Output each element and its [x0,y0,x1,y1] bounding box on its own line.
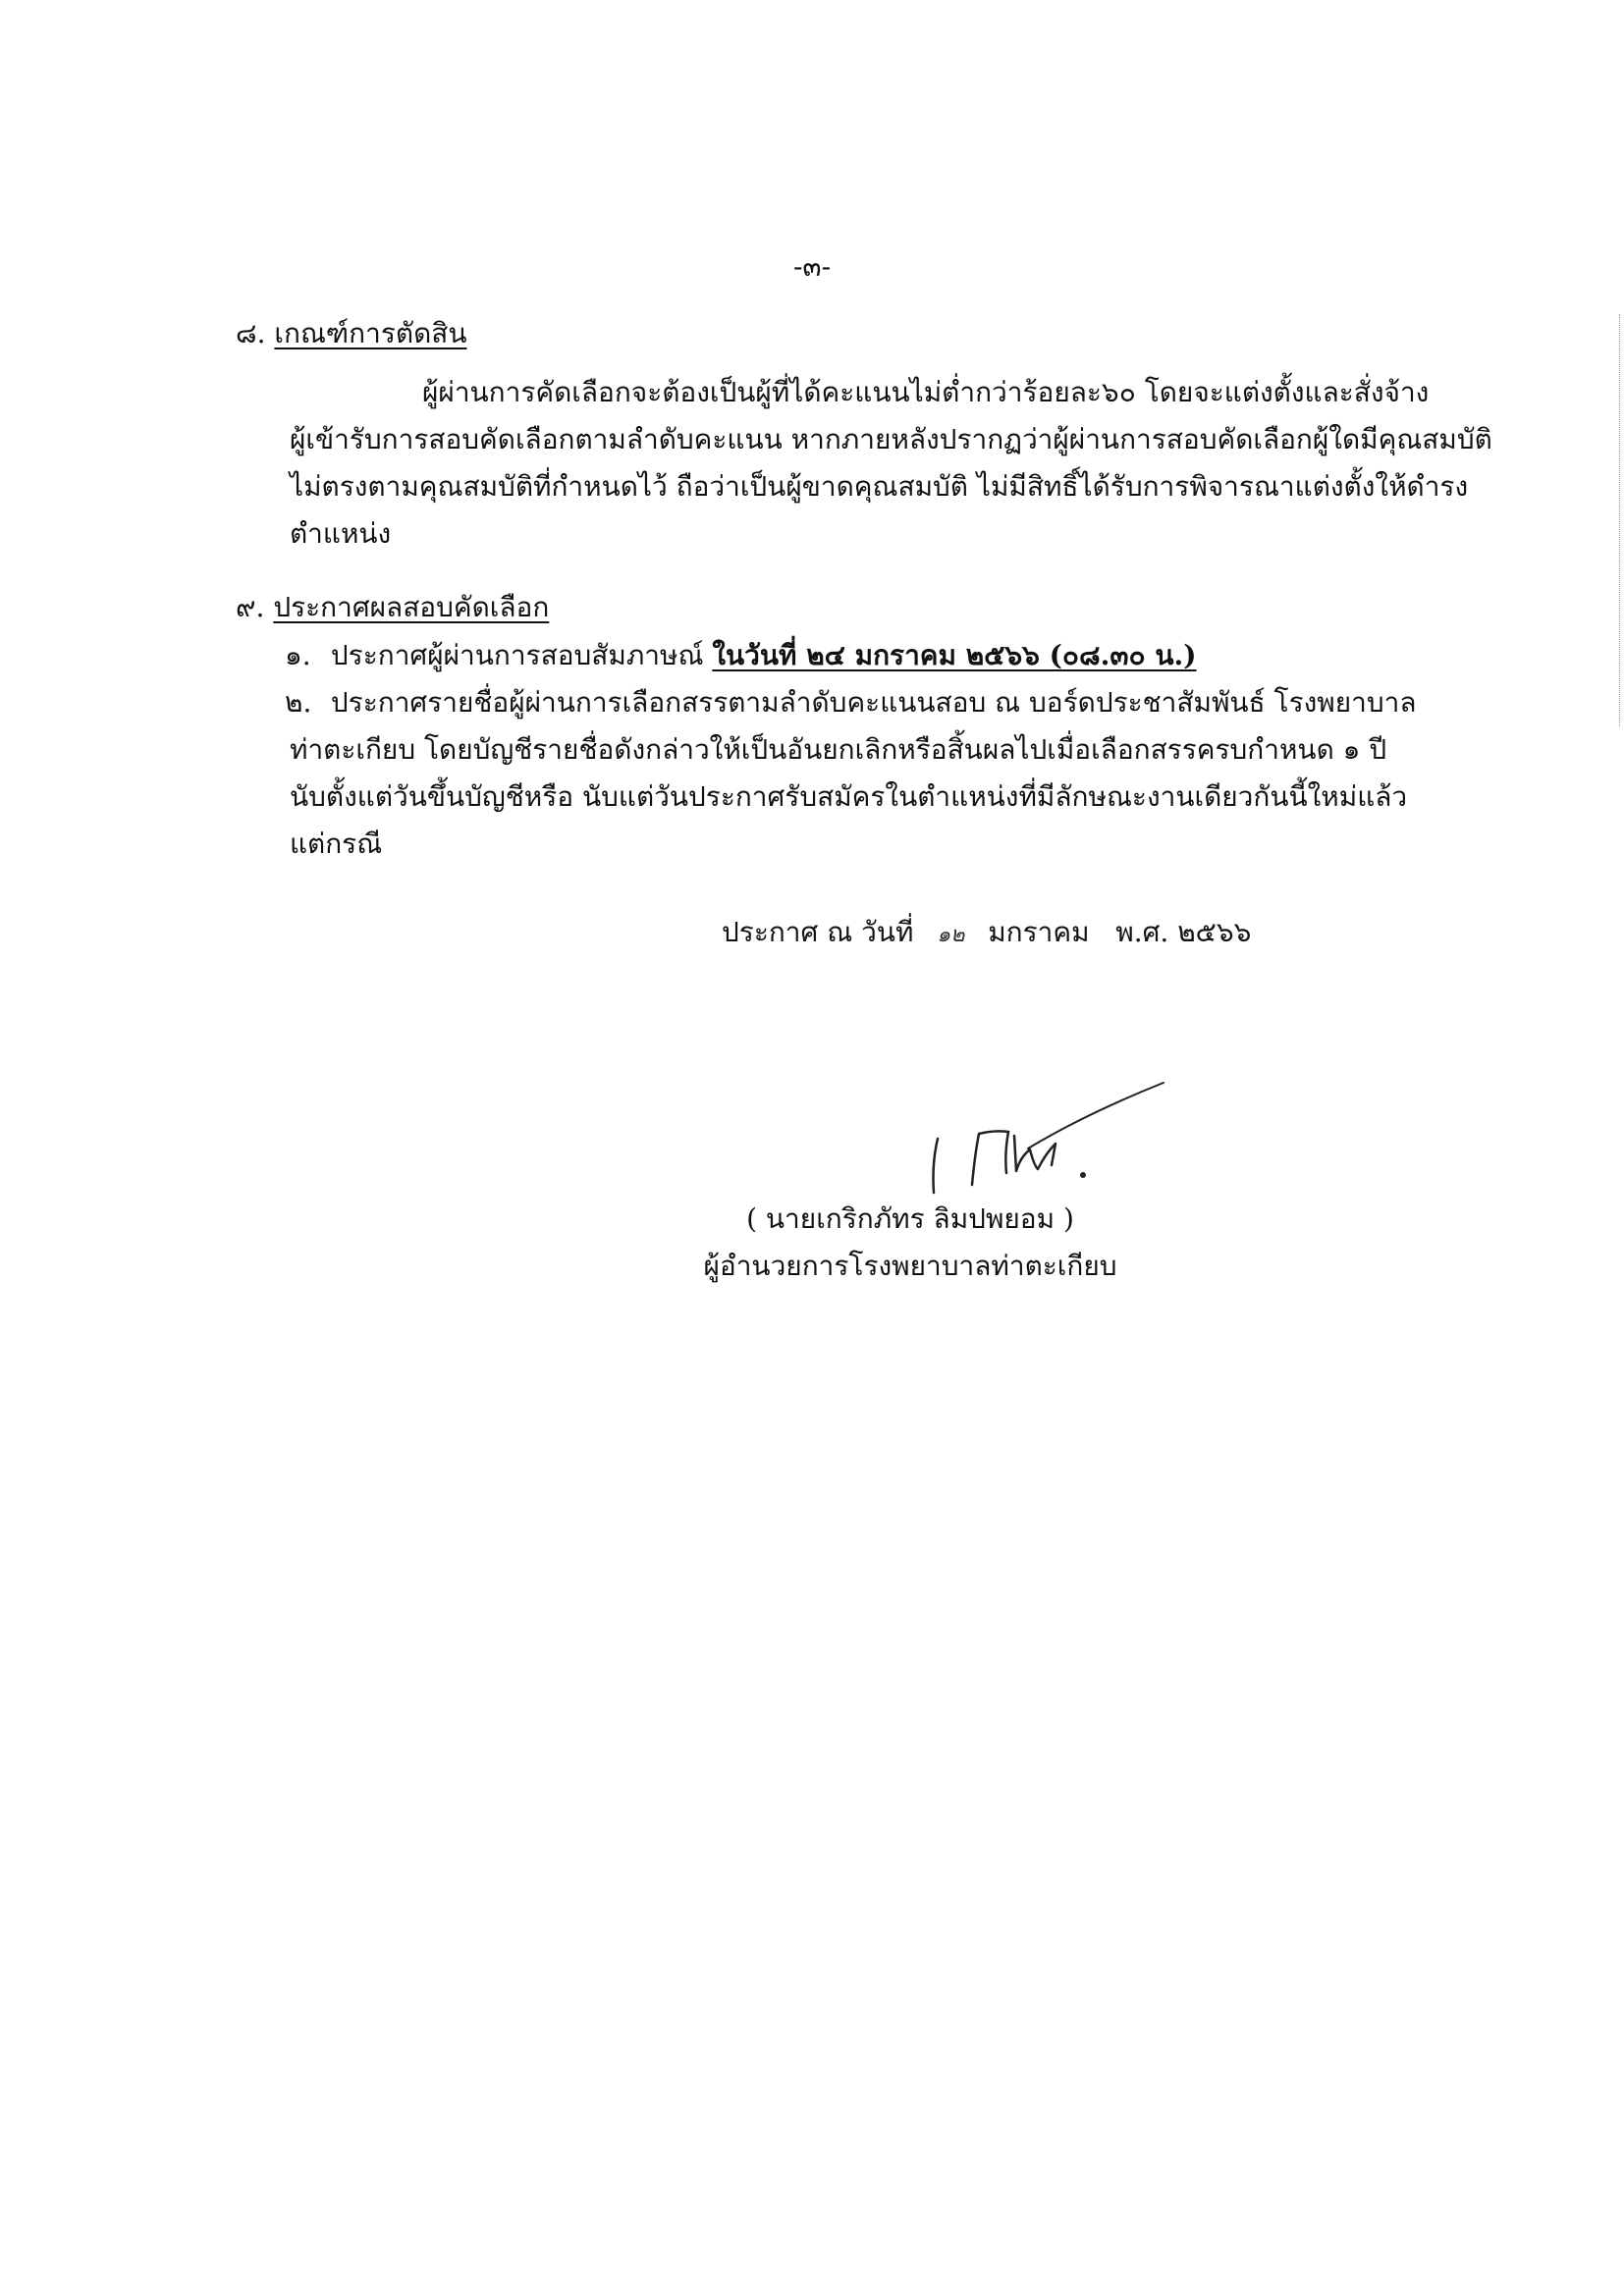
date-day: ๑๒ [937,923,965,947]
item-line: แต่กรณี [290,828,383,860]
section-9-number: ๙. [236,591,265,623]
date-prefix: ประกาศ ณ วันที่ [722,916,914,948]
item-line: ท่าตะเกียบ โดยบัญชีรายชื่อดังกล่าวให้เป็นอันยกเลิกหรือสิ้นผลไปเมื่อเลือกสรรครบกำหนด ๑ ปี [290,733,1387,766]
item-line: ประกาศรายชื่อผู้ผ่านการเลือกสรรตามลำดับคะแนนสอบ ณ บอร์ดประชาสัมพันธ์ โรงพยาบาล [330,686,1417,719]
date-month: มกราคม [988,916,1090,948]
item-line: นับตั้งแต่วันขึ้นบัญชีหรือ นับแต่วันประกาศรับสมัครในตำแหน่งที่มีลักษณะงานเดียวกันนี้ใหม่แล้ว [290,780,1408,813]
date-year: พ.ศ. ๒๕๖๖ [1115,916,1252,948]
page-number: -๓- [792,250,832,283]
item-number: ๑. [285,639,311,671]
section-8-title: เกณฑ์การตัดสิน [274,317,467,349]
section-8-heading [236,312,466,355]
item-number: ๒. [285,686,312,719]
paragraph-line: ตำแหน่ง [290,517,392,550]
announcement-date [722,911,1251,954]
section-9-title: ประกาศผลสอบคัดเลือก [273,591,550,623]
item-text: ประกาศผู้ผ่านการสอบสัมภาษณ์ [330,639,704,671]
paragraph-line: ผู้ผ่านการคัดเลือกจะต้องเป็นผู้ที่ได้คะแนนไม่ต่ำกว่าร้อยละ๖๐ โดยจะแต่งตั้งและสั่งจ้าง [422,376,1430,408]
section-8-number: ๘. [236,317,266,349]
paragraph-line: ไม่ตรงตามคุณสมบัติที่กำหนดไว้ ถือว่าเป็นผู้ขาดคุณสมบัติ ไม่มีสิทธิ์ได้รับการพิจารณาแต่งตั้งให้ดำรง [290,470,1469,503]
announcement-item-2 [285,679,1473,868]
signature-image [918,1075,1173,1212]
section-8-paragraph [290,369,1492,558]
paragraph-line: ผู้เข้ารับการสอบคัดเลือกตามลำดับคะแนน หากภายหลังปรากฏว่าผู้ผ่านการสอบคัดเลือกผู้ใดมีคุณสมบัติ [290,423,1492,455]
section-9-heading [236,586,549,629]
scan-edge-mark [1619,314,1624,726]
signer-name: ( นายเกริกภัทร ลิมปพยอม ) [746,1202,1074,1235]
signer-title: ผู้อำนวยการโรงพยาบาลท่าตะเกียบ [703,1250,1117,1282]
announcement-item-1 [285,632,1473,679]
item-date-emphasis: ในวันที่ ๒๔ มกราคม ๒๕๖๖ (๐๘.๓๐ น.) [712,639,1197,671]
